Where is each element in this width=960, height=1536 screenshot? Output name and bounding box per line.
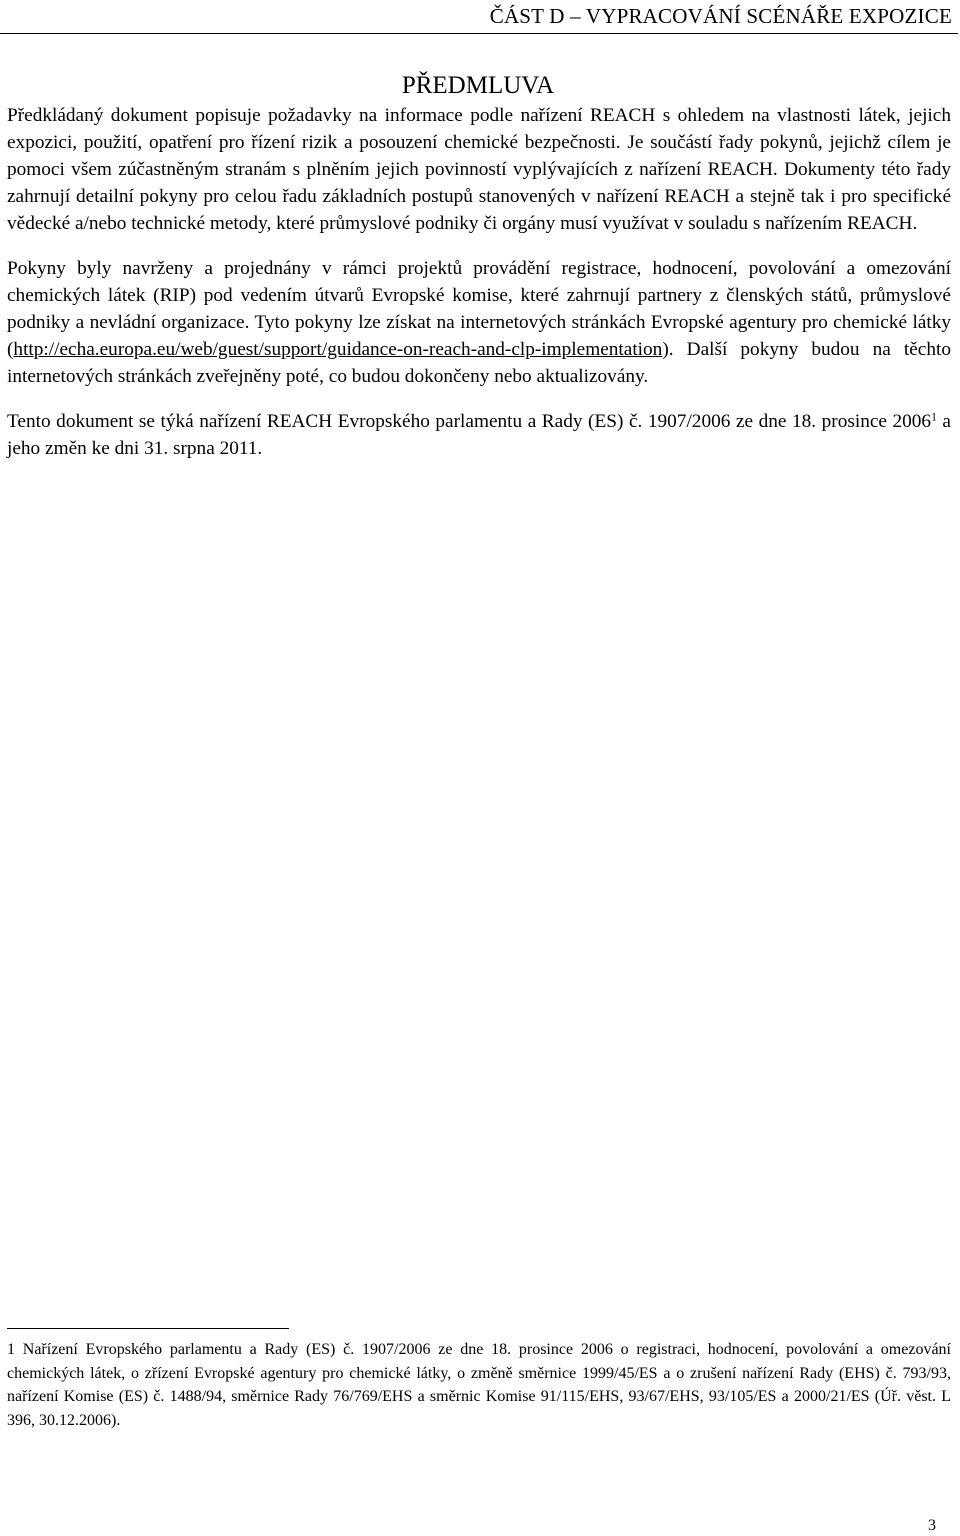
paragraph-3-text-end: a jeho změn ke dni 31. srpna 2011. [7,411,951,459]
header-divider [0,33,958,34]
running-header: ČÁST D – VYPRACOVÁNÍ SCÉNÁŘE EXPOZICE [489,4,952,28]
paragraph-3-text-start: Tento dokument se týká nařízení REACH Evropského parlamentu a Rady (ES) č. 1907/2006 ze dne 18. prosince 2006 [7,411,932,432]
footnote-reference[interactable]: 1 [931,410,937,424]
echa-guidance-link[interactable]: http://echa.europa.eu/web/guest/support/guidance-on-reach-and-clp-implementation [13,339,663,360]
paragraph-2-text-start: Pokyny byly navrženy a projednány v rámci projektů provádění registrace, hodnocení, povolování a omezování chemických látek (RIP) pod vedením útvarů Evropské komise, které zahrnují partnery z členských států, průmyslové podniky a nevládní organizace. Tyto pokyny lze získat na internetových stránkách Evropské agentury pro chemické látky ( [7,258,951,360]
paragraph-1: Předkládaný dokument popisuje požadavky na informace podle nařízení REACH s ohledem na vlastnosti látek, jejich expozici, použití, opatření pro řízení rizik a posouzení chemické bezpečnosti. Je součástí řady pokynů, jejichž cílem je pomoci všem zúčastněným stranám s plněním jejich povinností vyplývajících z nařízení REACH. Dokumenty této řady zahrnují detailní pokyny pro celou řadu základních postupů stanovených v nařízení REACH a stejně tak i pro specifické vědecké a/nebo technické metody, které průmyslové podniky či orgány musí využívat v souladu s nařízením REACH. [7,105,951,234]
paragraph-3 [7,408,951,462]
paragraph-2 [7,255,951,390]
page-title: PŘEDMLUVA [401,72,555,99]
page-number: 3 [928,1517,936,1534]
main-text [7,102,951,480]
footnote-divider [7,1328,289,1329]
footnote: 1 Nařízení Evropského parlamentu a Rady (ES) č. 1907/2006 ze dne 18. prosince 2006 o registraci, hodnocení, povolování a omezování chemických látek, o zřízení Evropské agentury pro chemické látky, o změně směrnice 1999/45/ES a o zrušení nařízení Rady (EHS) č. 793/93, nařízení Komise (ES) č. 1488/94, směrnice Rady 76/769/EHS a směrnic Komise 91/115/EHS, 93/67/EHS, 93/105/ES a 2000/21/ES (Úř. věst. L 396, 30.12.2006). [7,1341,951,1429]
paragraph-2-text-end: ). Další pokyny budou na těchto internetových stránkách zveřejněny poté, co budou dokončeny nebo aktualizovány. [7,339,951,387]
